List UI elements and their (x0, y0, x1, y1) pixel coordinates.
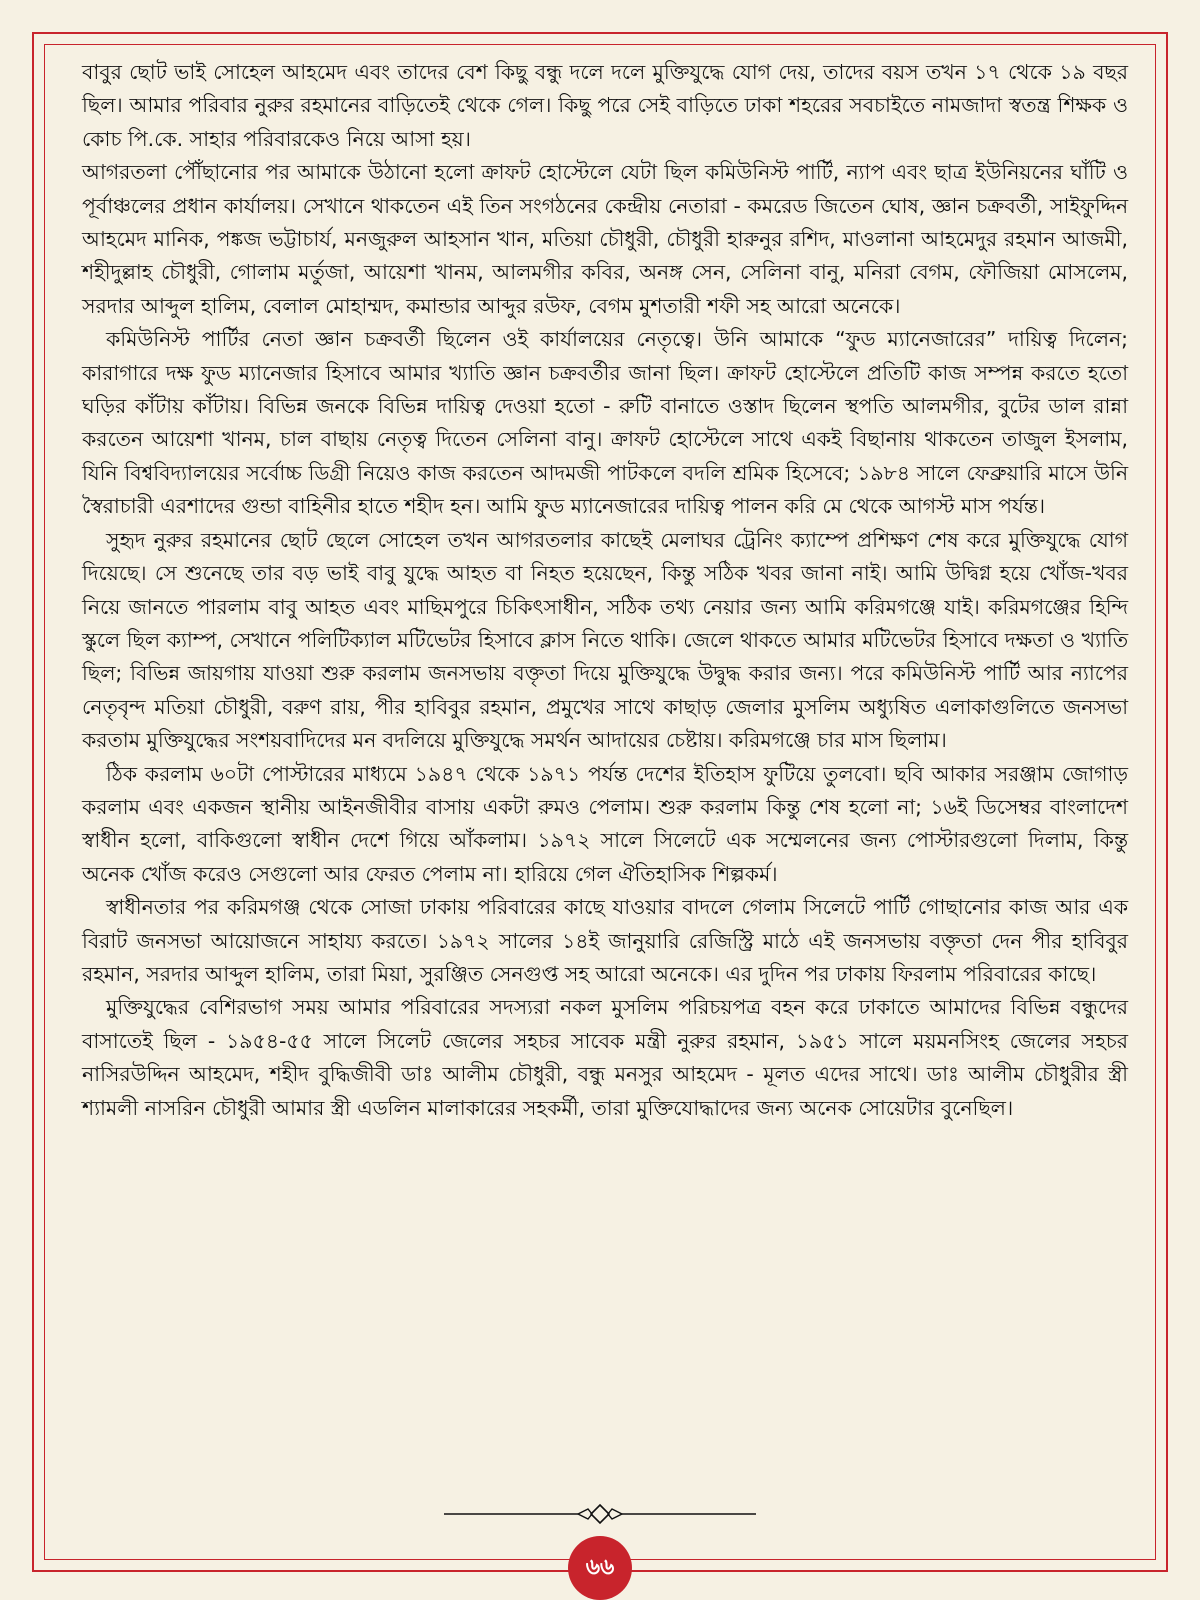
paragraph-7: মুক্তিযুদ্ধের বেশিরভাগ সময় আমার পরিবারের সদস্যরা নকল মুসলিম পরিচয়পত্র বহন করে ঢাকাতে আমাদের বিভিন্ন বন্ধুদের বাসাতেই ছিল - ১৯৫৪-৫৫ সালে সিলেট জেলের সহচর সাবেক মন্ত্রী নুরুর রহমান, ১৯৫১ সালে ময়মনসিংহ জেলের সহচর নাসিরউদ্দিন আহমেদ, শহীদ বুদ্ধিজীবী ডাঃ আলীম চৌধুরী, বন্ধু মনসুর আহমেদ - মূলত এদের সাথে। ডাঃ আলীম চৌধুরীর স্ত্রী শ্যামলী নাসরিন চৌধুরী আমার স্ত্রী এডলিন মালাকারের সহকর্মী, তারা মুক্তিযোদ্ধাদের জন্য অনেক সোয়েটার বুনেছিল। (82, 995, 1128, 1120)
paragraph-3: কমিউনিস্ট পার্টির নেতা জ্ঞান চক্রবর্তী ছিলেন ওই কার্যালয়ের নেতৃত্বে। উনি আমাকে “ফুড ম্যানেজারের” দায়িত্ব দিলেন; কারাগারে দক্ষ ফুড ম্যানেজার হিসাবে আমার খ্যাতি জ্ঞান চক্রবর্তীর জানা ছিল। ক্রাফট হোস্টেলে প্রতিটি কাজ সম্পন্ন করতে হতো ঘড়ির কাঁটায় কাঁটায়। বিভিন্ন জনকে বিভিন্ন দায়িত্ব দেওয়া হতো - রুটি বানাতে ওস্তাদ ছিলেন স্থপতি আলমগীর, বুটের ডাল রান্না করতেন আয়েশা খানম, চাল বাছায় নেতৃত্ব দিতেন সেলিনা বানু। ক্রাফট হোস্টেলে সাথে একই বিছানায় থাকতেন তাজুল ইসলাম, যিনি বিশ্ববিদ্যালয়ের সর্বোচ্চ ডিগ্রী নিয়েও কাজ করতেন আদমজী পাটকলে বদলি শ্রমিক হিসেবে; ১৯৮৪ সালে ফেব্রুয়ারি মাসে উনি স্বৈরাচারী এরশাদের গুন্ডা বাহিনীর হাতে শহীদ হন। আমি ফুড ম্যানেজারের দায়িত্ব পালন করি মে থেকে আগস্ট মাস পর্যন্ত। (82, 327, 1128, 519)
page-body (82, 56, 1128, 1125)
paragraph-6: স্বাধীনতার পর করিমগঞ্জ থেকে সোজা ঢাকায় পরিবারের কাছে যাওয়ার বাদলে গেলাম সিলেটে পার্টি গোছানোর কাজ আর এক বিরাট জনসভা আয়োজনে সাহায্য করতে। ১৯৭২ সালের ১৪ই জানুয়ারি রেজিস্ট্রি মাঠে এই জনসভায় বক্তৃতা দেন পীর হাবিবুর রহমান, সরদার আব্দুল হালিম, তারা মিয়া, সুরঞ্জিত সেনগুপ্ত সহ আরো অনেকে। এর দুদিন পর ঢাকায় ফিরলাম পরিবারের কাছে। (82, 895, 1128, 986)
paragraph-2: আগরতলা পৌঁছানোর পর আমাকে উঠানো হলো ক্রাফট হোস্টেলে যেটা ছিল কমিউনিস্ট পার্টি, ন্যাপ এবং ছাত্র ইউনিয়নের ঘাঁটি ও পূর্বাঞ্চলের প্রধান কার্যালয়। সেখানে থাকতেন এই তিন সংগঠনের কেন্দ্রীয় নেতারা - কমরেড জিতেন ঘোষ, জ্ঞান চক্রবর্তী, সাইফুদ্দিন আহমেদ মানিক, পঙ্কজ ভট্টাচার্য, মনজুরুল আহসান খান, মতিয়া চৌধুরী, চৌধুরী হারুনুর রশিদ, মাওলানা আহমেদুর রহমান আজমী, শহীদুল্লাহ চৌধুরী, গোলাম মর্তুজা, আয়েশা খানম, আলমগীর কবির, অনঙ্গ সেন, সেলিনা বানু, মনিরা বেগম, ফৌজিয়া মোসলেম, সরদার আব্দুল হালিম, বেলাল মোহাম্মদ, কমান্ডার আব্দুর রউফ, বেগম মুশতারী শফী সহ আরো অনেকে। (82, 160, 1128, 318)
page-number: ৬৬ (585, 1554, 615, 1580)
paragraph-4: সুহৃদ নুরুর রহমানের ছোট ছেলে সোহেল তখন আগরতলার কাছেই মেলাঘর ট্রেনিং ক্যাম্পে প্রশিক্ষণ শেষ করে মুক্তিযুদ্ধে যোগ দিয়েছে। সে শুনেছে তার বড় ভাই বাবু যুদ্ধে আহত বা নিহত হয়েছেন, কিন্তু সঠিক খবর জানা নাই। আমি উদ্বিগ্ন হয়ে খোঁজ-খবর নিয়ে জানতে পারলাম বাবু আহত এবং মাছিমপুরে চিকিৎসাধীন, সঠিক তথ্য নেয়ার জন্য আমি করিমগঞ্জে যাই। করিমগঞ্জের হিন্দি স্কুলে ছিল ক্যাম্প, সেখানে পলিটিক্যাল মটিভেটর হিসাবে ক্লাস নিতে থাকি। জেলে থাকতে আমার মটিভেটর হিসাবে দক্ষতা ও খ্যাতি ছিল; বিভিন্ন জায়গায় যাওয়া শুরু করলাম জনসভায় বক্তৃতা দিয়ে মুক্তিযুদ্ধে উদ্বুদ্ধ করার জন্য। পরে কমিউনিস্ট পার্টি আর ন্যাপের নেতৃবৃন্দ মতিয়া চৌধুরী, বরুণ রায়, পীর হাবিবুর রহমান, প্রমুখের সাথে কাছাড় জেলার মুসলিম অধ্যুষিত এলাকাগুলিতে জনসভা করতাম মুক্তিযুদ্ধের সংশয়বাদিদের মন বদলিয়ে মুক্তিযুদ্ধে সমর্থন আদায়ের চেষ্টায়। করিমগঞ্জে চার মাস ছিলাম। (82, 527, 1128, 753)
page-number-badge (568, 1536, 632, 1600)
paragraph-1: বাবুর ছোট ভাই সোহেল আহমেদ এবং তাদের বেশ কিছু বন্ধু দলে দলে মুক্তিযুদ্ধে যোগ দেয়, তাদের বয়স তখন ১৭ থেকে ১৯ বছর ছিল। আমার পরিবার নুরুর রহমানের বাড়িতেই থেকে গেল। কিছু পরে সেই বাড়িতে ঢাকা শহরের সবচাইতে নামজাদা স্বতন্ত্র শিক্ষক ও কোচ পি.কে. সাহার পরিবারকেও নিয়ে আসা হয়। (82, 60, 1128, 151)
divider-ornament (440, 1502, 760, 1526)
paragraph-5: ঠিক করলাম ৬০টা পোস্টারের মাধ্যমে ১৯৪৭ থেকে ১৯৭১ পর্যন্ত দেশের ইতিহাস ফুটিয়ে তুলবো। ছবি আকার সরঞ্জাম জোগাড় করলাম এবং একজন স্থানীয় আইনজীবীর বাসায় একটা রুমও পেলাম। শুরু করলাম কিন্তু শেষ হলো না; ১৬ই ডিসেম্বর বাংলাদেশ স্বাধীন হলো, বাকিগুলো স্বাধীন দেশে গিয়ে আঁকলাম। ১৯৭২ সালে সিলেটে এক সম্মেলনের জন্য পোস্টারগুলো দিলাম, কিন্তু অনেক খোঁজ করেও সেগুলো আর ফেরত পেলাম না। হারিয়ে গেল ঐতিহাসিক শিল্পকর্ম। (82, 761, 1128, 886)
